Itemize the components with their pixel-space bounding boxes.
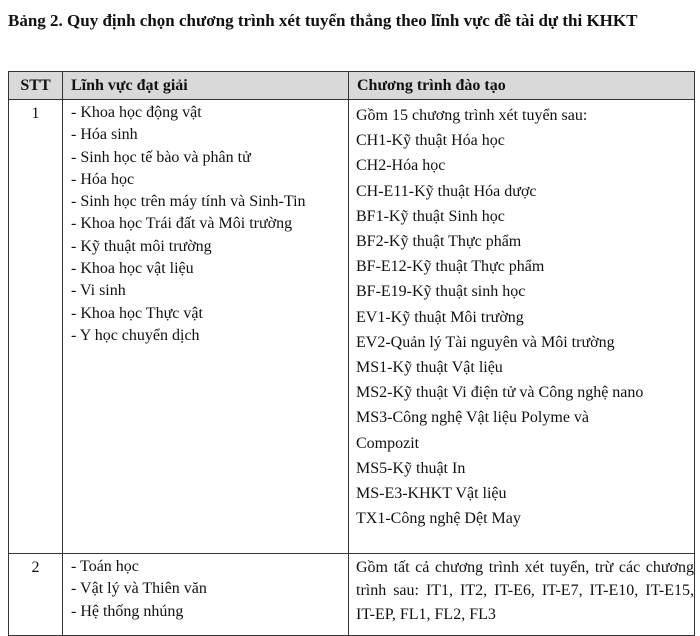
field-item: - Vật lý và Thiên văn	[71, 580, 207, 598]
field-item: - Vi sinh	[71, 282, 126, 300]
field-item: - Khoa học Thực vật	[71, 304, 203, 322]
table-row	[9, 100, 695, 554]
program-item: MS-E3-KHKT Vật liệu	[356, 485, 507, 503]
program-item: BF2-Kỹ thuật Thực phẩm	[356, 233, 522, 251]
program-item: MS1-Kỹ thuật Vật liệu	[356, 359, 503, 377]
field-item: - Hóa sinh	[71, 126, 138, 144]
field-cell	[63, 100, 349, 554]
field-item: - Khoa học vật liệu	[71, 260, 194, 278]
program-cell	[349, 100, 695, 554]
program-item: MS2-Kỹ thuật Vi điện tử và Công nghệ nano	[356, 384, 644, 402]
row-stt: 1	[9, 100, 63, 554]
program-item: TX1-Công nghệ Dệt May	[356, 510, 521, 528]
table-row	[9, 554, 695, 636]
row-stt: 2	[9, 554, 63, 636]
program-item: CH2-Hóa học	[356, 157, 446, 175]
program-description: Gồm tất cả chương trình xét tuyển, trừ các chương trình sau: IT1, IT2, IT-E6, IT-E7, IT-E10, IT-E15, IT-EP, FL1, FL2, FL3	[356, 559, 694, 623]
program-item: EV1-Kỹ thuật Môi trường	[356, 308, 524, 326]
header-field: Lĩnh vực đạt giải	[63, 72, 349, 100]
table-caption: Bảng 2. Quy định chọn chương trình xét tuyển thẳng theo lĩnh vực đề tài dự thi KHKT	[8, 11, 638, 30]
program-item: CH1-Kỹ thuật Hóa học	[356, 132, 505, 150]
field-item: - Toán học	[71, 558, 139, 575]
program-item: MS5-Kỹ thuật In	[356, 459, 466, 477]
field-item: - Hệ thống nhúng	[71, 602, 184, 620]
field-item: - Hóa học	[71, 170, 135, 188]
field-item: - Y học chuyển dịch	[71, 326, 200, 344]
field-item: - Khoa học động vật	[71, 104, 202, 121]
program-item: BF-E19-Kỹ thuật sinh học	[356, 283, 526, 301]
field-item: - Sinh học trên máy tính và Sinh-Tin	[71, 193, 306, 211]
field-item: - Sinh học tế bào và phân tử	[71, 148, 251, 166]
field-item: - Kỹ thuật môi trường	[71, 237, 212, 255]
program-cell	[349, 554, 695, 636]
field-item: - Khoa học Trái đất và Môi trường	[71, 215, 293, 233]
program-item: BF-E12-Kỹ thuật Thực phẩm	[356, 258, 545, 276]
admission-table	[8, 71, 695, 636]
header-stt: STT	[9, 72, 63, 100]
program-item: Compozit	[356, 434, 420, 452]
header-program: Chương trình đào tạo	[349, 72, 695, 100]
program-item: BF1-Kỹ thuật Sinh học	[356, 207, 505, 225]
table-header-row	[9, 72, 695, 100]
field-cell	[63, 554, 349, 636]
program-item: Gồm 15 chương trình xét tuyển sau:	[356, 107, 588, 124]
program-item: EV2-Quản lý Tài nguyên và Môi trường	[356, 333, 615, 351]
program-item: MS3-Công nghệ Vật liệu Polyme và	[356, 409, 590, 427]
program-item: CH-E11-Kỹ thuật Hóa dược	[356, 182, 537, 200]
